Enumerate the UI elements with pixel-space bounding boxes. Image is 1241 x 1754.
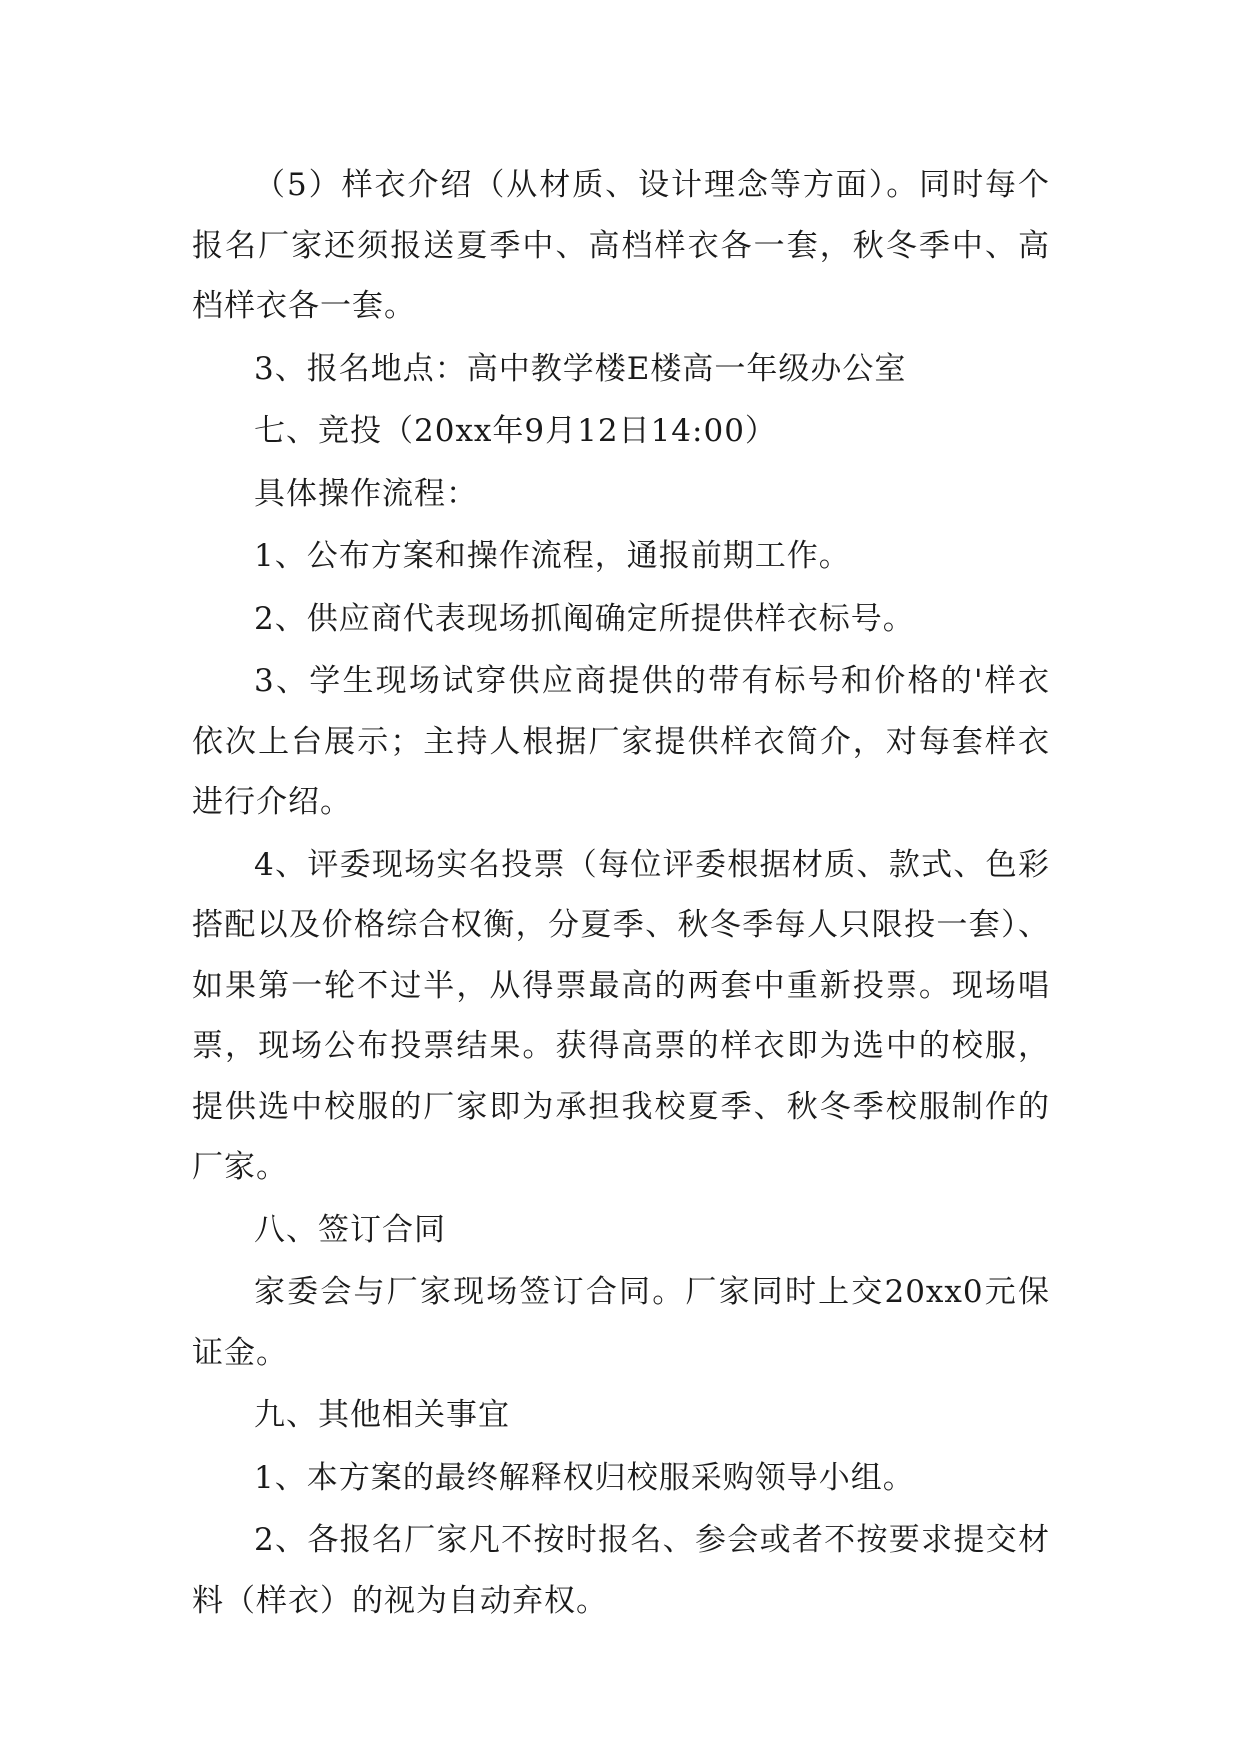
section-heading-other-matters: 九、其他相关事宜 bbox=[254, 1397, 510, 1433]
paragraph-step-1: 1、公布方案和操作流程，通报前期工作。 bbox=[254, 538, 851, 574]
paragraph-procedure-title: 具体操作流程： bbox=[254, 475, 478, 512]
paragraph-step-3: 3、学生现场试穿供应商提供的带有标号和价格的'样衣依次上台展示；主持人根据厂家提供样衣简介，对每套样衣进行介绍。 bbox=[192, 663, 1050, 820]
paragraph-step-2: 2、供应商代表现场抓阄确定所提供样衣标号。 bbox=[254, 600, 915, 637]
paragraph-other-1: 1、本方案的最终解释权归校服采购领导小组。 bbox=[254, 1459, 915, 1496]
paragraph-other-2: 2、各报名厂家凡不按时报名、参会或者不按要求提交材料（样衣）的视为自动弃权。 bbox=[192, 1522, 1050, 1619]
paragraph-sample-intro: （5）样衣介绍（从材质、设计理念等方面）。同时每个报名厂家还须报送夏季中、高档样衣各一套，秋冬季中、高档样衣各一套。 bbox=[192, 167, 1050, 324]
paragraph-step-4: 4、评委现场实名投票（每位评委根据材质、款式、色彩搭配以及价格综合权衡，分夏季、秋冬季每人只限投一套）、如果第一轮不过半，从得票最高的两套中重新投票。现场唱票，现场公布投票结果。获得高票的样衣即为选中的校服，提供选中校服的厂家即为承担我校夏季、秋冬季校服制作的厂家。 bbox=[192, 846, 1050, 1185]
document-page bbox=[192, 155, 1050, 1633]
paragraph-contract: 家委会与厂家现场签订合同。厂家同时上交20xx0元保证金。 bbox=[192, 1274, 1050, 1371]
paragraph-registration-location: 3、报名地点：高中教学楼E楼高一年级办公室 bbox=[254, 350, 907, 387]
section-heading-contract: 八、签订合同 bbox=[254, 1211, 446, 1248]
section-heading-bidding: 七、竞投（20xx年9月12日14:00） bbox=[254, 413, 777, 449]
